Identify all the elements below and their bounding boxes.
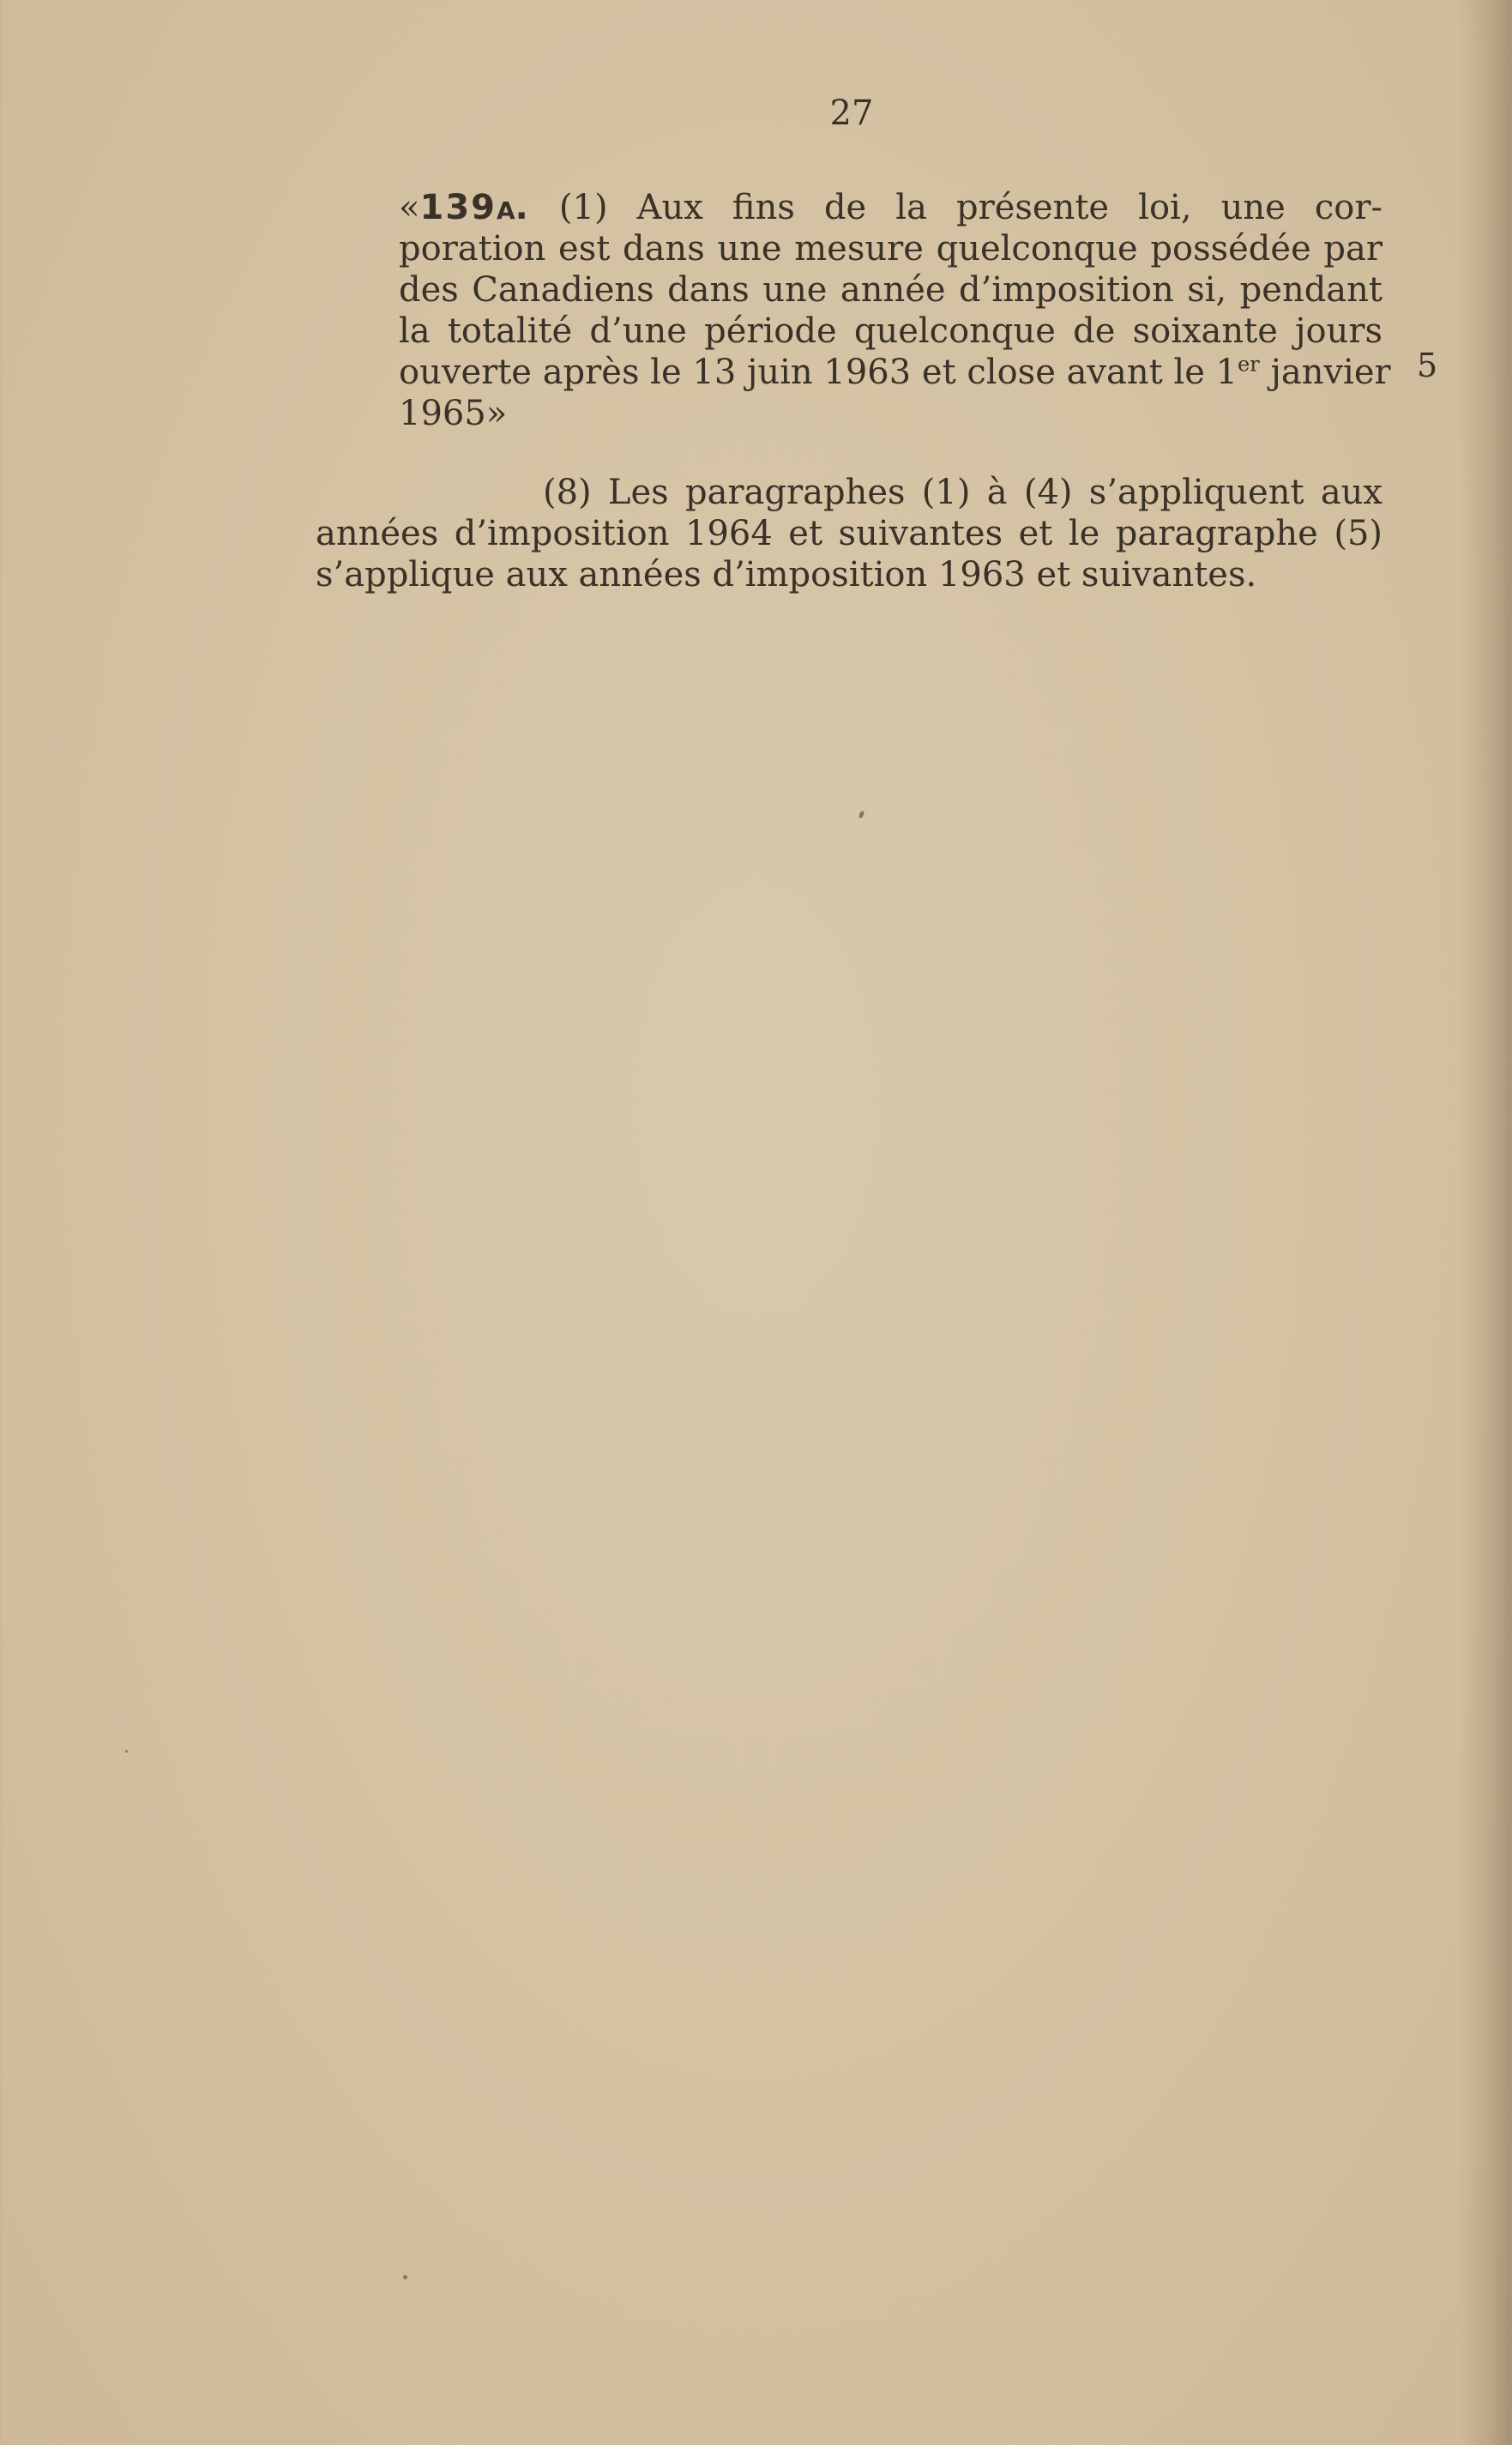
text-fragment: janvier (1259, 353, 1391, 392)
open-quote: « (399, 188, 420, 227)
paper-speck (403, 2275, 407, 2279)
page-number: 27 (829, 94, 874, 133)
section-letter: A (496, 196, 515, 225)
margin-line-number: 5 (1417, 347, 1438, 384)
section-dot: . (515, 188, 530, 227)
text-fragment: ouverte après le 13 juin 1963 et close avant le 1 (399, 353, 1238, 392)
text-line: poration est dans une mesure quelconque possédée par (399, 229, 1382, 269)
text-line: années d’imposition 1964 et suivantes et le paragraphe (5) (316, 514, 1382, 553)
paper-speck (858, 810, 864, 818)
text-line (399, 187, 1382, 228)
text-fragment: (1) Aux fins de la présente loi, une cor- (529, 188, 1382, 227)
section-139a-paragraph (399, 187, 1391, 434)
text-line: s’applique aux années d’imposition 1963 et suivantes. (316, 555, 1257, 595)
section-number: 139 (419, 188, 497, 227)
paper-speck (125, 1750, 128, 1753)
text-line: (8) Les paragraphes (1) à (4) s’appliquent aux (543, 473, 1382, 512)
superscript: er (1238, 352, 1260, 377)
text-line (399, 352, 1391, 393)
text-line: 1965» (399, 394, 508, 433)
subsection-8-paragraph (316, 472, 1382, 595)
text-line: la totalité d’une période quelconque de soixante jours (399, 311, 1382, 351)
text-line: des Canadiens dans une année d’imposition si, pendant (399, 270, 1382, 310)
